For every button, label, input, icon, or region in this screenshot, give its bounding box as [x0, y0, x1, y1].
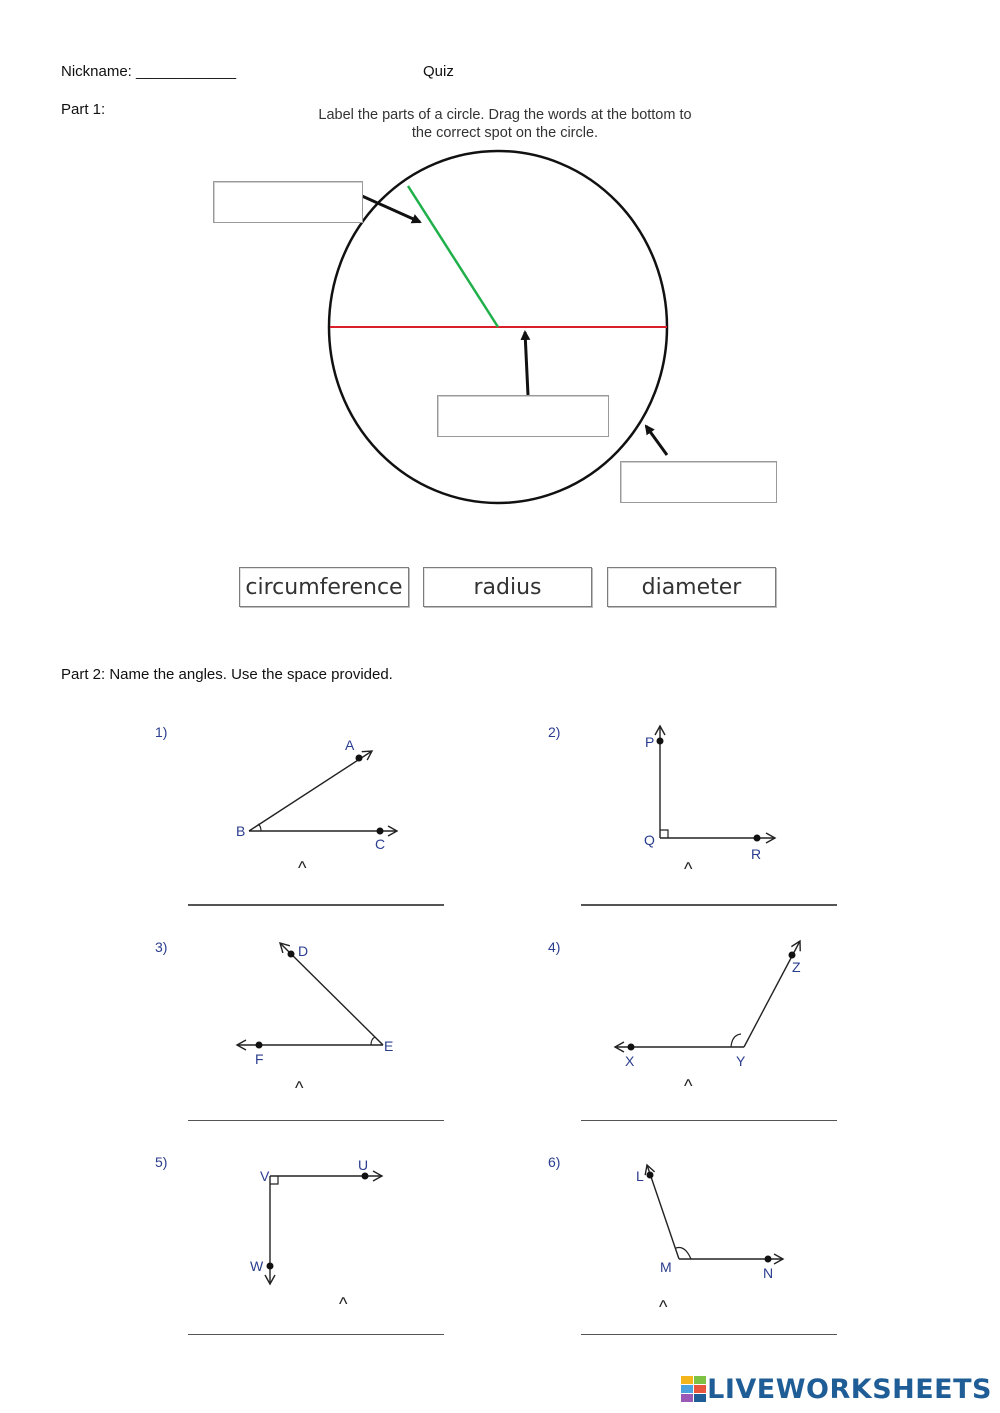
answer-line-4[interactable] [581, 1120, 837, 1121]
angle-6-caret: ^ [659, 1297, 668, 1317]
liveworksheets-logo [681, 1374, 992, 1405]
angle-4-number: 4) [548, 939, 561, 955]
angle-2-point-r: R [751, 846, 762, 862]
part1-label: Part 1: [61, 101, 106, 118]
answer-line-6[interactable] [581, 1334, 837, 1335]
circle-diagram [0, 0, 1000, 620]
angle-1 [155, 724, 397, 878]
angle-2 [548, 724, 775, 879]
instruction-line-1: Label the parts of a circle. Drag the words at the bottom to [318, 107, 692, 123]
circumference-pointer-arrow [646, 426, 667, 455]
angles-diagram [0, 700, 1000, 1360]
angle-1-point-c: C [375, 836, 386, 852]
logo-icon [681, 1376, 707, 1404]
drop-box-radius[interactable] [213, 181, 363, 223]
angle-2-point-q: Q [644, 832, 655, 848]
angle-6 [548, 1154, 783, 1317]
angle-5-caret: ^ [339, 1294, 348, 1314]
angle-6-number: 6) [548, 1154, 561, 1170]
angle-2-caret: ^ [684, 859, 693, 879]
angle-1-point-b: B [236, 823, 246, 839]
instruction-line-2: the correct spot on the circle. [411, 125, 599, 141]
logo-text: LIVEWORKSHEETS [707, 1374, 992, 1405]
angle-2-point-p: P [645, 734, 655, 750]
nickname-label: Nickname: ____________ [61, 63, 237, 80]
quiz-title: Quiz [423, 63, 454, 80]
angle-4-point-x: X [625, 1053, 635, 1069]
angle-3-caret: ^ [295, 1078, 304, 1098]
angle-6-point-l: L [636, 1168, 644, 1184]
answer-line-3[interactable] [188, 1120, 444, 1121]
angle-1-number: 1) [155, 724, 168, 740]
angle-6-point-n: N [763, 1265, 774, 1281]
angle-5-number: 5) [155, 1154, 168, 1170]
angle-5-point-w: W [250, 1258, 264, 1274]
angle-5-point-v: V [260, 1168, 270, 1184]
angle-3-point-d: D [298, 943, 309, 959]
radius-pointer-arrow [362, 196, 420, 222]
angle-5 [155, 1154, 382, 1314]
angle-6-point-m: M [660, 1259, 672, 1275]
drop-box-diameter[interactable] [437, 395, 609, 437]
drop-box-circumference[interactable] [620, 461, 777, 503]
answer-line-1[interactable] [188, 904, 444, 906]
answer-line-5[interactable] [188, 1334, 444, 1335]
angle-3-point-f: F [255, 1051, 264, 1067]
diameter-pointer-arrow [525, 332, 528, 395]
answer-line-2[interactable] [581, 904, 837, 906]
angle-3-number: 3) [155, 939, 168, 955]
word-circumference[interactable]: circumference [239, 567, 409, 607]
word-diameter[interactable]: diameter [607, 567, 776, 607]
word-radius[interactable]: radius [423, 567, 592, 607]
part2-title: Part 2: Name the angles. Use the space provided. [61, 666, 393, 683]
angle-4-caret: ^ [684, 1076, 693, 1096]
angle-2-number: 2) [548, 724, 561, 740]
radius-line [408, 186, 498, 327]
angle-5-point-u: U [358, 1157, 369, 1173]
angle-3-point-e: E [384, 1038, 394, 1054]
angle-1-point-a: A [345, 737, 355, 753]
angle-4-point-y: Y [736, 1053, 746, 1069]
angle-3 [155, 939, 393, 1098]
angle-4-point-z: Z [792, 959, 801, 975]
angle-4 [548, 939, 801, 1096]
angle-1-caret: ^ [298, 858, 307, 878]
